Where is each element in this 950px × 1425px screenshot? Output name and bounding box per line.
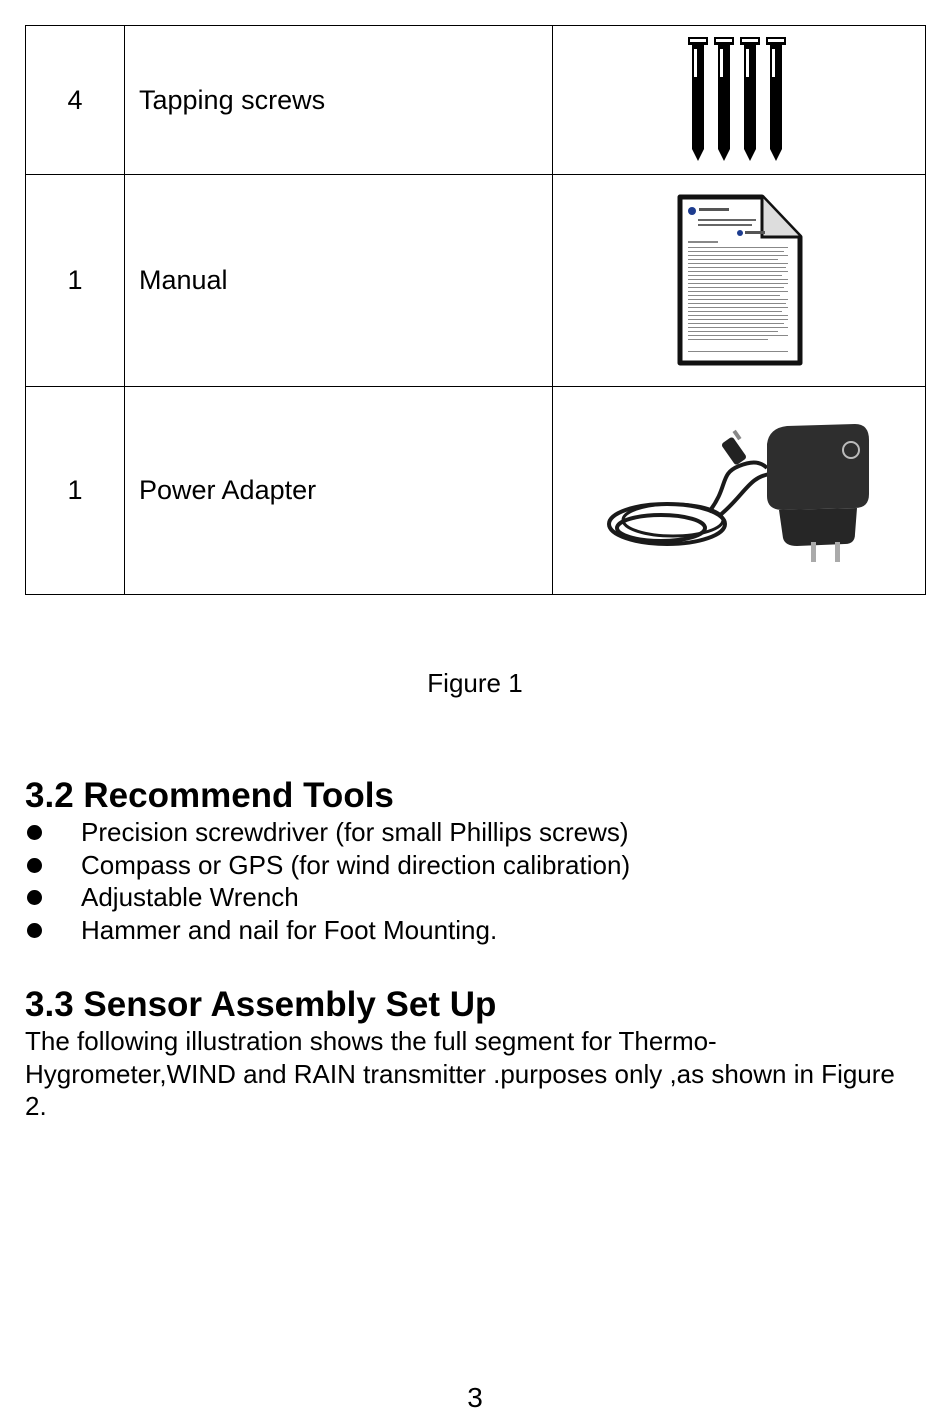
quantity-cell: 1: [26, 175, 125, 387]
quantity-cell: 4: [26, 26, 125, 175]
list-item: [25, 914, 630, 947]
bullet-icon: [27, 858, 42, 873]
bullet-icon: [27, 825, 42, 840]
item-name-cell: Power Adapter: [125, 387, 553, 595]
manual-document-icon: [674, 193, 804, 368]
screws-illustration: [684, 35, 794, 165]
item-name-cell: Tapping screws: [125, 26, 553, 175]
manual-image: [553, 175, 926, 387]
figure-caption: Figure 1: [427, 668, 523, 698]
table-row: [26, 175, 926, 387]
body-paragraph: The following illustration shows the full segment for Thermo-Hygrometer,WIND and RAIN transmitter .purposes only ,as shown in Figure 2.: [25, 1026, 895, 1121]
power-adapter-image: [553, 387, 926, 595]
bullet-icon: [27, 890, 42, 905]
list-item: [25, 881, 630, 914]
section-heading-recommend-tools: 3.2 Recommend Tools: [25, 776, 394, 815]
screw-icon: [766, 37, 786, 161]
list-item-text: Hammer and nail for Foot Mounting.: [81, 914, 498, 945]
list-item-text: Precision screwdriver (for small Phillips screws): [81, 817, 629, 847]
page-number: 3: [467, 1382, 483, 1413]
screw-icon: [740, 37, 760, 161]
table-row: [26, 387, 926, 595]
screw-icon: [688, 37, 708, 161]
list-item: [25, 849, 630, 882]
list-item: [25, 816, 630, 849]
list-item-text: Compass or GPS (for wind direction calibration): [81, 849, 631, 880]
section-heading-sensor-assembly: 3.3 Sensor Assembly Set Up: [25, 985, 497, 1024]
table-row: [26, 26, 926, 175]
parts-table: [25, 25, 926, 595]
tapping-screws-image: [553, 26, 926, 175]
quantity-cell: 1: [26, 387, 125, 595]
tools-list: [25, 816, 630, 946]
item-name-cell: Manual: [125, 175, 553, 387]
list-item-text: Adjustable Wrench: [81, 882, 299, 912]
bullet-icon: [27, 923, 42, 938]
power-adapter-illustration: [599, 416, 879, 566]
screw-icon: [714, 37, 734, 161]
